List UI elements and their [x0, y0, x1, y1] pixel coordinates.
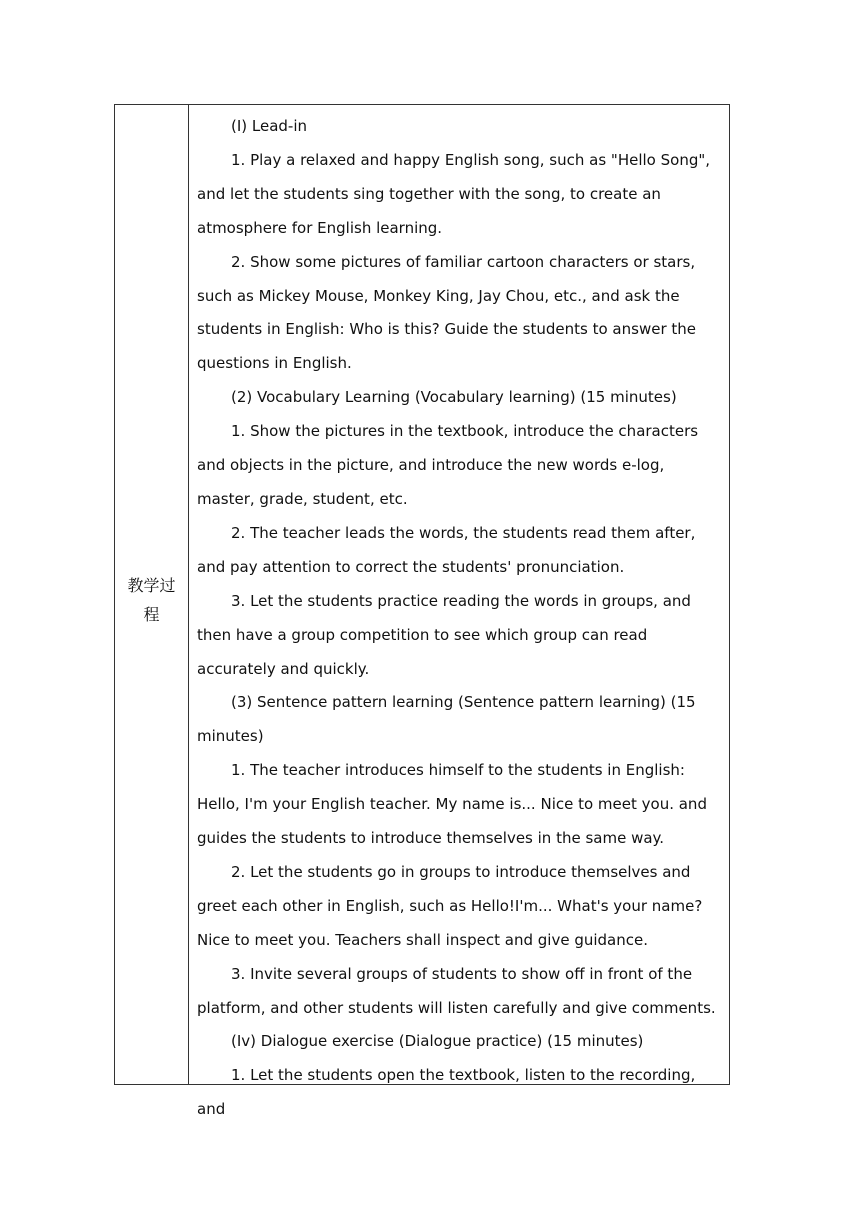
- sentence-step-1: 1. The teacher introduces himself to the students in English: Hello, I'm your English teacher. My name is... Nice to meet you. and guides the students to introduce themselves in the same way.: [197, 761, 707, 848]
- section-heading-lead-in: (I) Lead-in: [231, 117, 308, 135]
- section-heading-dialogue: (Iv) Dialogue exercise (Dialogue practice) (15 minutes): [231, 1032, 644, 1051]
- section-heading-sentence-pattern: (3) Sentence pattern learning (Sentence pattern learning) (15 minutes): [197, 693, 696, 746]
- section-label: 教学过程: [127, 575, 176, 624]
- sentence-step-3: 3. Invite several groups of students to show off in front of the platform, and other students will listen carefully and give comments.: [197, 964, 716, 1017]
- vocabulary-step-2: 2. The teacher leads the words, the students read them after, and pay attention to correct the students' pronunciation.: [197, 523, 696, 576]
- section-label-cell: [115, 105, 189, 1084]
- vocabulary-step-1: 1. Show the pictures in the textbook, introduce the characters and objects in the picture, and introduce the new words e-log, master, grade, student, etc.: [197, 422, 699, 508]
- lead-in-step-2: 2. Show some pictures of familiar cartoon characters or stars, such as Mickey Mouse, Monkey King, Jay Chou, etc., and ask the students in English: Who is this? Guide the students to answer the questions in English.: [197, 252, 696, 373]
- dialogue-step-1: 1. Let the students open the textbook, listen to the recording, and: [197, 1066, 696, 1119]
- teaching-process-content: [189, 105, 729, 1119]
- lesson-plan-table: [114, 104, 730, 1119]
- vocabulary-step-3: 3. Let the students practice reading the words in groups, and then have a group competition to see which group can read accurately and quickly.: [197, 591, 691, 678]
- sentence-step-2: 2. Let the students go in groups to introduce themselves and greet each other in English, such as Hello!I'm... What's your name? Nice to meet you. Teachers shall inspect and give guidance.: [197, 862, 703, 949]
- lead-in-step-1: 1. Play a relaxed and happy English song, such as "Hello Song", and let the students sing together with the song, to create an atmosphere for English learning.: [197, 150, 711, 237]
- section-heading-vocabulary: (2) Vocabulary Learning (Vocabulary learning) (15 minutes): [231, 388, 677, 407]
